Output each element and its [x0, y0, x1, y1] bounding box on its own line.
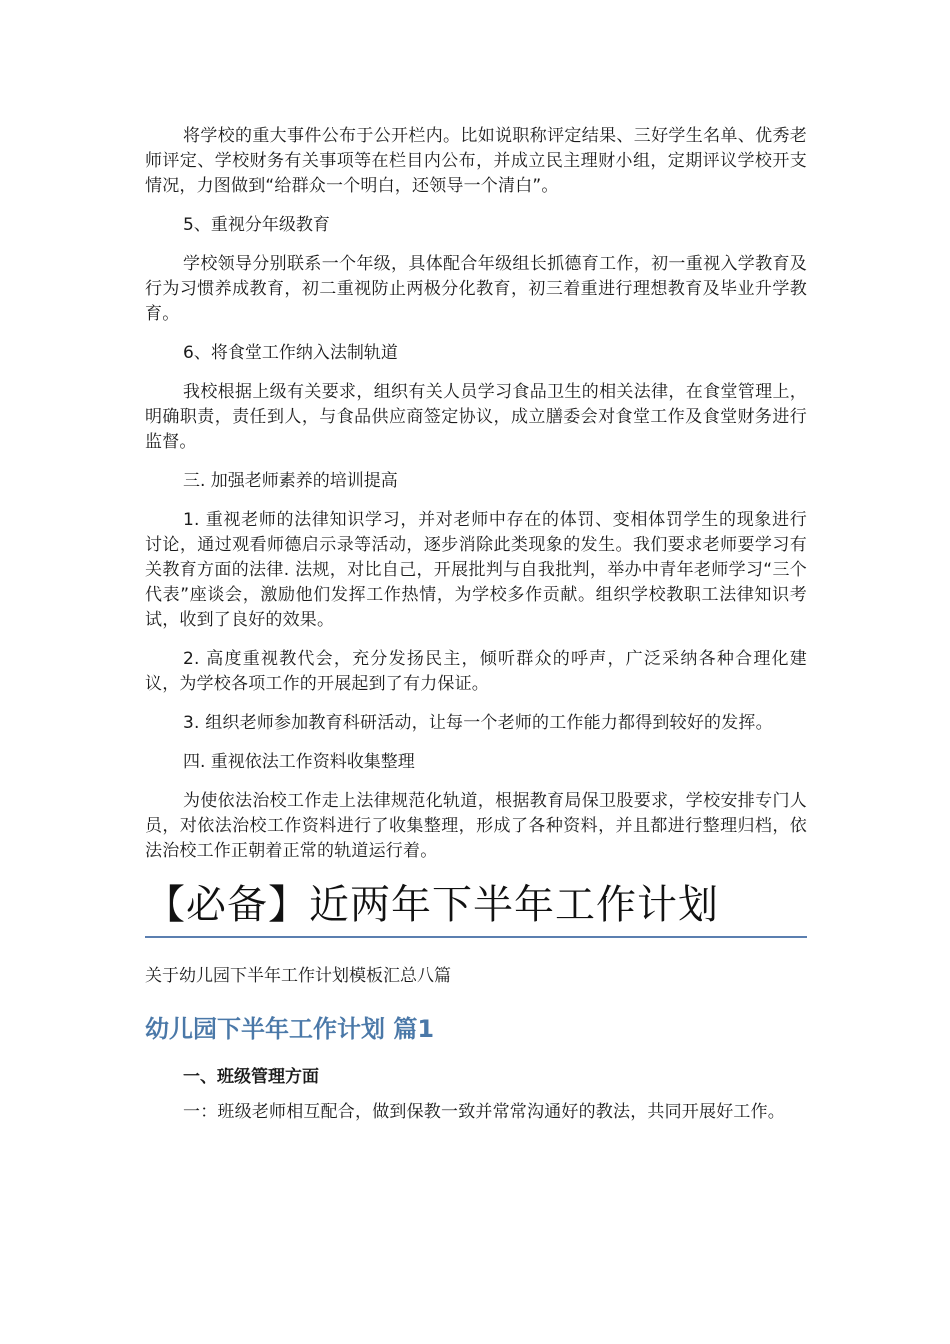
paragraph-public-board: 将学校的重大事件公布于公开栏内。比如说职称评定结果、三好学生名单、优秀老师评定、学校财务有关事项等在栏目内公布，并成立民主理财小组，定期评议学校开支情况，力图做到“给群众一个明白，还领导一个清白”。 [145, 126, 807, 196]
part-heading: 幼儿园下半年工作计划 篇1 [145, 1015, 435, 1043]
section-heading: 一、班级管理方面 [183, 1067, 319, 1087]
paragraph-research: 3. 组织老师参加教育科研活动，让每一个老师的工作能力都得到较好的发挥。 [183, 713, 773, 733]
paragraph-canteen: 我校根据上级有关要求，组织有关人员学习食品卫生的相关法律，在食堂管理上，明确职责，责任到人，与食品供应商签定协议，成立膳委会对食堂工作及食堂财务进行监督。 [145, 382, 807, 452]
paragraph-materials: 为使依法治校工作走上法律规范化轨道，根据教育局保卫股要求，学校安排专门人员，对依法治校工作资料进行了收集整理，形成了各种资料，并且都进行整理归档，依法治校工作正朝着正常的轨道运行着。 [145, 791, 807, 861]
document-subtitle: 关于幼儿园下半年工作计划模板汇总八篇 [145, 966, 451, 986]
paragraph-grade-education: 学校领导分别联系一个年级，具体配合年级组长抓德育工作，初一重视入学教育及行为习惯养成教育，初二重视防止两极分化教育，初三着重进行理想教育及毕业升学教育。 [145, 254, 807, 324]
title-underline [145, 936, 807, 938]
document-title: 【必备】近两年下半年工作计划 [145, 882, 719, 928]
heading-canteen: 6、将食堂工作纳入法制轨道 [183, 343, 398, 363]
heading-grade-education: 5、重视分年级教育 [183, 215, 330, 235]
heading-materials: 四. 重视依法工作资料收集整理 [183, 752, 415, 772]
heading-teacher-training: 三. 加强老师素养的培训提高 [183, 471, 398, 491]
document-body [145, 124, 807, 1139]
paragraph-law-study: 1. 重视老师的法律知识学习，并对老师中存在的体罚、变相体罚学生的现象进行讨论，通过观看师德启示录等活动，逐步消除此类现象的发生。我们要求老师要学习有关教育方面的法律. 法规，对比自己，开展批判与自我批判，举办中青年老师学习“三个代表”座谈会，激励他们发挥工作热情，为学校多作贡献。组织学校教职工法律知识考试，收到了良好的效果。 [145, 510, 807, 630]
paragraph-class-management: 一：班级老师相互配合，做到保教一致并常常沟通好的教法，共同开展好工作。 [183, 1102, 785, 1122]
paragraph-congress: 2. 高度重视教代会，充分发扬民主，倾听群众的呼声，广泛采纳各种合理化建议，为学校各项工作的开展起到了有力保证。 [145, 649, 807, 694]
